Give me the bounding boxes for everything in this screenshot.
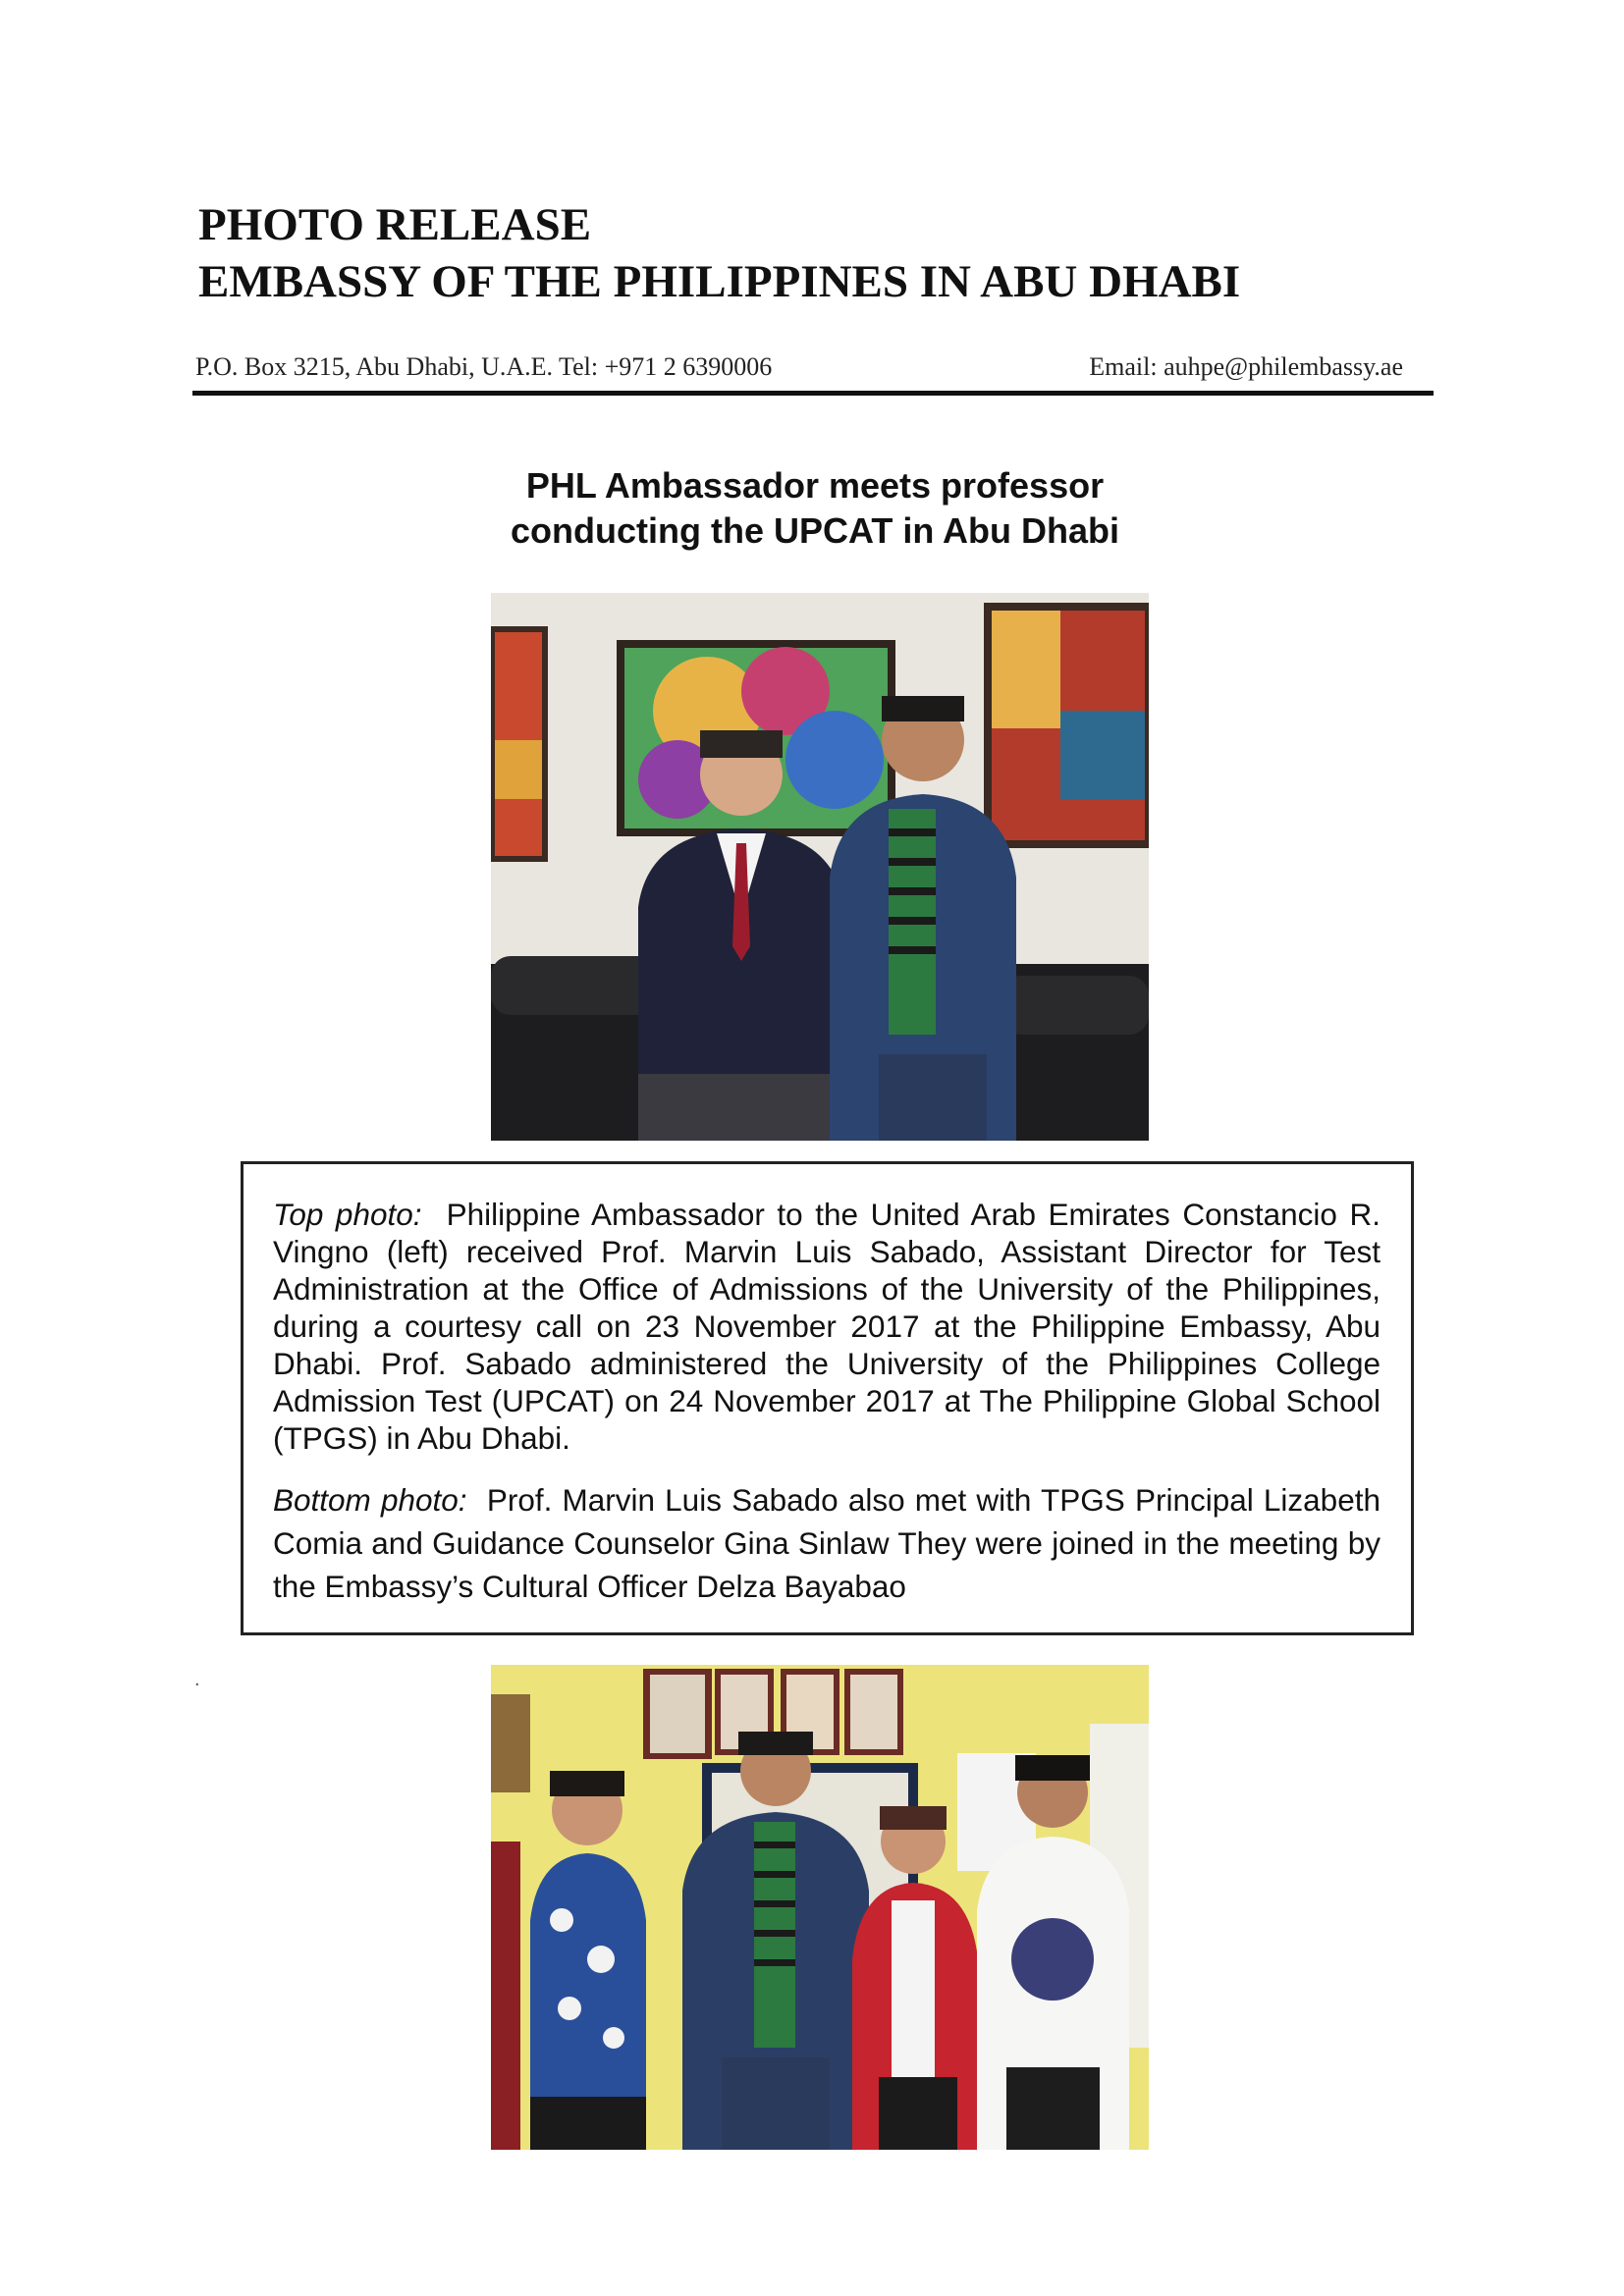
caption-text (273, 1196, 1380, 1629)
release-title: PHOTO RELEASE (198, 199, 592, 250)
embassy-name: EMBASSY OF THE PHILIPPINES IN ABU DHABI (198, 256, 1241, 307)
top-photo-caption (273, 1196, 1380, 1457)
bottom-photo-caption-lead: Bottom photo: (273, 1482, 467, 1518)
email-address: Email: auhpe@philembassy.ae (1089, 352, 1403, 381)
release-header (198, 196, 1435, 310)
top-photo-caption-body: Philippine Ambassador to the United Arab Emirates Constancio R. Vingno (left) received Prof. Marvin Luis Sabado, Assistant Director for Test Administration at the Office of Admissions of the University of the Philippines, during a courtesy call on 23 November 2017 at the Philippine Embassy, Abu Dhabi. Prof. Sabado administered the University of the Philippines College Admission Test (UPCAT) on 24 November 2017 at The Philippine Global School (TPGS) in Abu Dhabi. (273, 1197, 1380, 1456)
bottom-photo-caption-body: Prof. Marvin Luis Sabado also met with TPGS Principal Lizabeth Comia and Guidance Counselor Gina Sinlaw They were joined in the meeting by the Embassy’s Cultural Officer Delza Bayabao (273, 1482, 1380, 1604)
top-photo-caption-lead: Top photo: (273, 1197, 422, 1232)
headline-line-2: conducting the UPCAT in Abu Dhabi (511, 510, 1119, 551)
headline-line-1: PHL Ambassador meets professor (525, 465, 1105, 506)
caption-box (241, 1161, 1414, 1635)
top-photo-image (491, 593, 1149, 1141)
header-divider (192, 391, 1434, 396)
bottom-photo (491, 1665, 1149, 2150)
headline (324, 463, 1306, 554)
contact-line (195, 352, 1403, 382)
address-phone: P.O. Box 3215, Abu Dhabi, U.A.E. Tel: +971 2 6390006 (195, 352, 773, 381)
top-photo (491, 593, 1149, 1141)
stray-mark: . (194, 1669, 200, 1690)
bottom-photo-caption (273, 1478, 1380, 1608)
bottom-photo-image (491, 1665, 1149, 2150)
